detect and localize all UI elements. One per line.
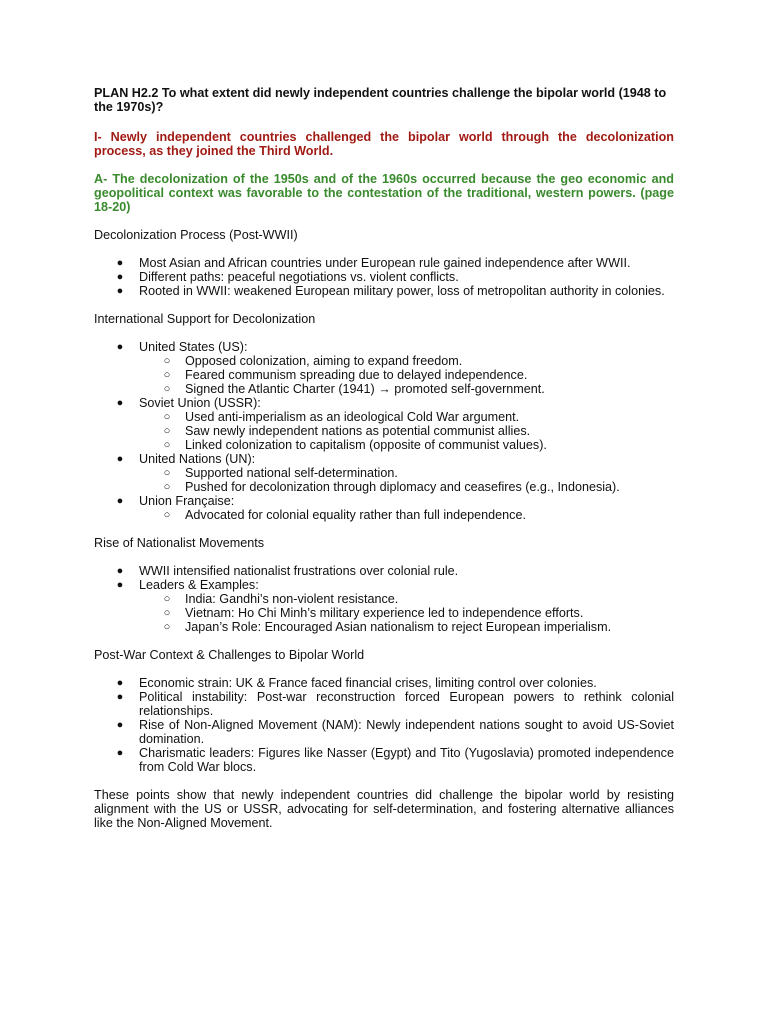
bullet-dot-icon: ● xyxy=(116,579,124,591)
sub-bullet-circle-icon: ○ xyxy=(163,369,171,381)
bullet-item xyxy=(94,284,674,298)
bullet-item xyxy=(94,676,674,690)
sub-bullet-text: Vietnam: Ho Chi Minh’s military experience led to independence efforts. xyxy=(185,606,584,620)
bullet-list xyxy=(94,564,674,634)
sub-bullet-item xyxy=(139,438,674,452)
bullet-dot-icon: ● xyxy=(116,719,124,731)
bullet-text: Rooted in WWII: weakened European military power, loss of metropolitan authority in colonies. xyxy=(139,284,665,298)
bullet-item xyxy=(94,270,674,284)
bullet-list xyxy=(94,340,674,522)
sub-bullet-text: Opposed colonization, aiming to expand freedom. xyxy=(185,354,463,368)
sub-bullet-text: Supported national self-determination. xyxy=(185,466,398,480)
bullet-text: Union Française: xyxy=(139,494,235,508)
bullet-item xyxy=(94,494,674,522)
bullet-dot-icon: ● xyxy=(116,341,124,353)
block-heading: Post-War Context & Challenges to Bipolar World xyxy=(94,648,365,662)
sub-bullet-list xyxy=(139,410,674,452)
bullet-dot-icon: ● xyxy=(116,565,124,577)
sub-bullet-circle-icon: ○ xyxy=(163,439,171,451)
bullet-dot-icon: ● xyxy=(116,495,124,507)
sub-bullet-text: Feared communism spreading due to delayed independence. xyxy=(185,368,528,382)
sub-bullet-circle-icon: ○ xyxy=(163,481,171,493)
sub-bullet-text: Linked colonization to capitalism (opposite of communist values). xyxy=(185,438,547,452)
bullet-item xyxy=(94,340,674,396)
bullet-item xyxy=(94,396,674,452)
bullet-dot-icon: ● xyxy=(116,271,124,283)
bullet-text: Leaders & Examples: xyxy=(139,578,259,592)
sub-bullet-circle-icon: ○ xyxy=(163,411,171,423)
bullet-item xyxy=(94,256,674,270)
bullet-text: United Nations (UN): xyxy=(139,452,256,466)
block-heading: Decolonization Process (Post-WWII) xyxy=(94,228,298,242)
sub-bullet-circle-icon: ○ xyxy=(163,607,171,619)
sub-bullet-item xyxy=(139,424,674,438)
block-heading: Rise of Nationalist Movements xyxy=(94,536,265,550)
bullet-text: Most Asian and African countries under European rule gained independence after WWII. xyxy=(139,256,631,270)
sub-bullet-list xyxy=(139,354,674,396)
bullet-dot-icon: ● xyxy=(116,257,124,269)
sub-bullet-item xyxy=(139,606,674,620)
bullet-item xyxy=(94,746,674,774)
conclusion-paragraph: These points show that newly independent countries did challenge the bipolar world by resisting alignment with the US or USSR, advocating for self-determination, and fostering alternative alliances like the Non-Aligned Movement. xyxy=(94,788,674,830)
bullet-text: Economic strain: UK & France faced financial crises, limiting control over colonies. xyxy=(139,676,597,690)
bullet-text: Charismatic leaders: Figures like Nasser (Egypt) and Tito (Yugoslavia) promoted independence from Cold War blocs. xyxy=(139,746,674,774)
sub-bullet-text: Pushed for decolonization through diplomacy and ceasefires (e.g., Indonesia). xyxy=(185,480,620,494)
sub-bullet-item xyxy=(139,508,674,522)
sub-bullet-circle-icon: ○ xyxy=(163,621,171,633)
sub-bullet-item xyxy=(139,382,674,396)
bullet-dot-icon: ● xyxy=(116,677,124,689)
bullet-text: United States (US): xyxy=(139,340,248,354)
sub-bullet-list xyxy=(139,592,674,634)
sub-bullet-item xyxy=(139,410,674,424)
sub-bullet-circle-icon: ○ xyxy=(163,509,171,521)
bullet-text: Soviet Union (USSR): xyxy=(139,396,261,410)
content-blocks xyxy=(94,228,674,774)
sub-bullet-item xyxy=(139,592,674,606)
bullet-text: Different paths: peaceful negotiations vs. violent conflicts. xyxy=(139,270,459,284)
bullet-dot-icon: ● xyxy=(116,397,124,409)
sub-bullet-text: Advocated for colonial equality rather than full independence. xyxy=(185,508,526,522)
bullet-item xyxy=(94,564,674,578)
bullet-dot-icon: ● xyxy=(116,747,124,759)
sub-bullet-item xyxy=(139,354,674,368)
sub-bullet-text: India: Gandhi’s non-violent resistance. xyxy=(185,592,399,606)
sub-bullet-circle-icon: ○ xyxy=(163,383,171,395)
sub-bullet-item xyxy=(139,620,674,634)
document-page xyxy=(94,86,674,830)
sub-bullet-text: Signed the Atlantic Charter (1941) → promoted self-government. xyxy=(185,382,545,396)
sub-bullet-circle-icon: ○ xyxy=(163,467,171,479)
sub-bullet-circle-icon: ○ xyxy=(163,593,171,605)
sub-bullet-item xyxy=(139,466,674,480)
sub-bullet-circle-icon: ○ xyxy=(163,425,171,437)
sub-bullet-text: Saw newly independent nations as potential communist allies. xyxy=(185,424,531,438)
bullet-text: Political instability: Post-war reconstruction forced European powers to rethink colonial relationships. xyxy=(139,690,674,718)
document-title: PLAN H2.2 To what extent did newly independent countries challenge the bipolar world (1948 to the 1970s)? xyxy=(94,86,667,114)
bullet-item xyxy=(94,578,674,634)
sub-bullet-item xyxy=(139,368,674,382)
bullet-item xyxy=(94,690,674,718)
sub-bullet-text: Used anti-imperialism as an ideological Cold War argument. xyxy=(185,410,520,424)
bullet-text: WWII intensified nationalist frustrations over colonial rule. xyxy=(139,564,459,578)
sub-bullet-text: Japan’s Role: Encouraged Asian nationalism to reject European imperialism. xyxy=(185,620,612,634)
bullet-list xyxy=(94,256,674,298)
sub-bullet-circle-icon: ○ xyxy=(163,355,171,367)
bullet-dot-icon: ● xyxy=(116,285,124,297)
bullet-dot-icon: ● xyxy=(116,691,124,703)
section-heading-1: I- Newly independent countries challenged the bipolar world through the decolonization process, as they joined the Third World. xyxy=(94,130,674,158)
sub-bullet-list xyxy=(139,508,674,522)
sub-bullet-item xyxy=(139,480,674,494)
bullet-list xyxy=(94,676,674,774)
bullet-dot-icon: ● xyxy=(116,453,124,465)
bullet-item xyxy=(94,452,674,494)
block-heading: International Support for Decolonization xyxy=(94,312,316,326)
bullet-item xyxy=(94,718,674,746)
bullet-text: Rise of Non-Aligned Movement (NAM): Newly independent nations sought to avoid US-Soviet domination. xyxy=(139,718,674,746)
sub-bullet-list xyxy=(139,466,674,494)
subsection-heading-a: A- The decolonization of the 1950s and of the 1960s occurred because the geo economic and geopolitical context was favorable to the contestation of the traditional, western powers. (page 18-20) xyxy=(94,172,674,214)
